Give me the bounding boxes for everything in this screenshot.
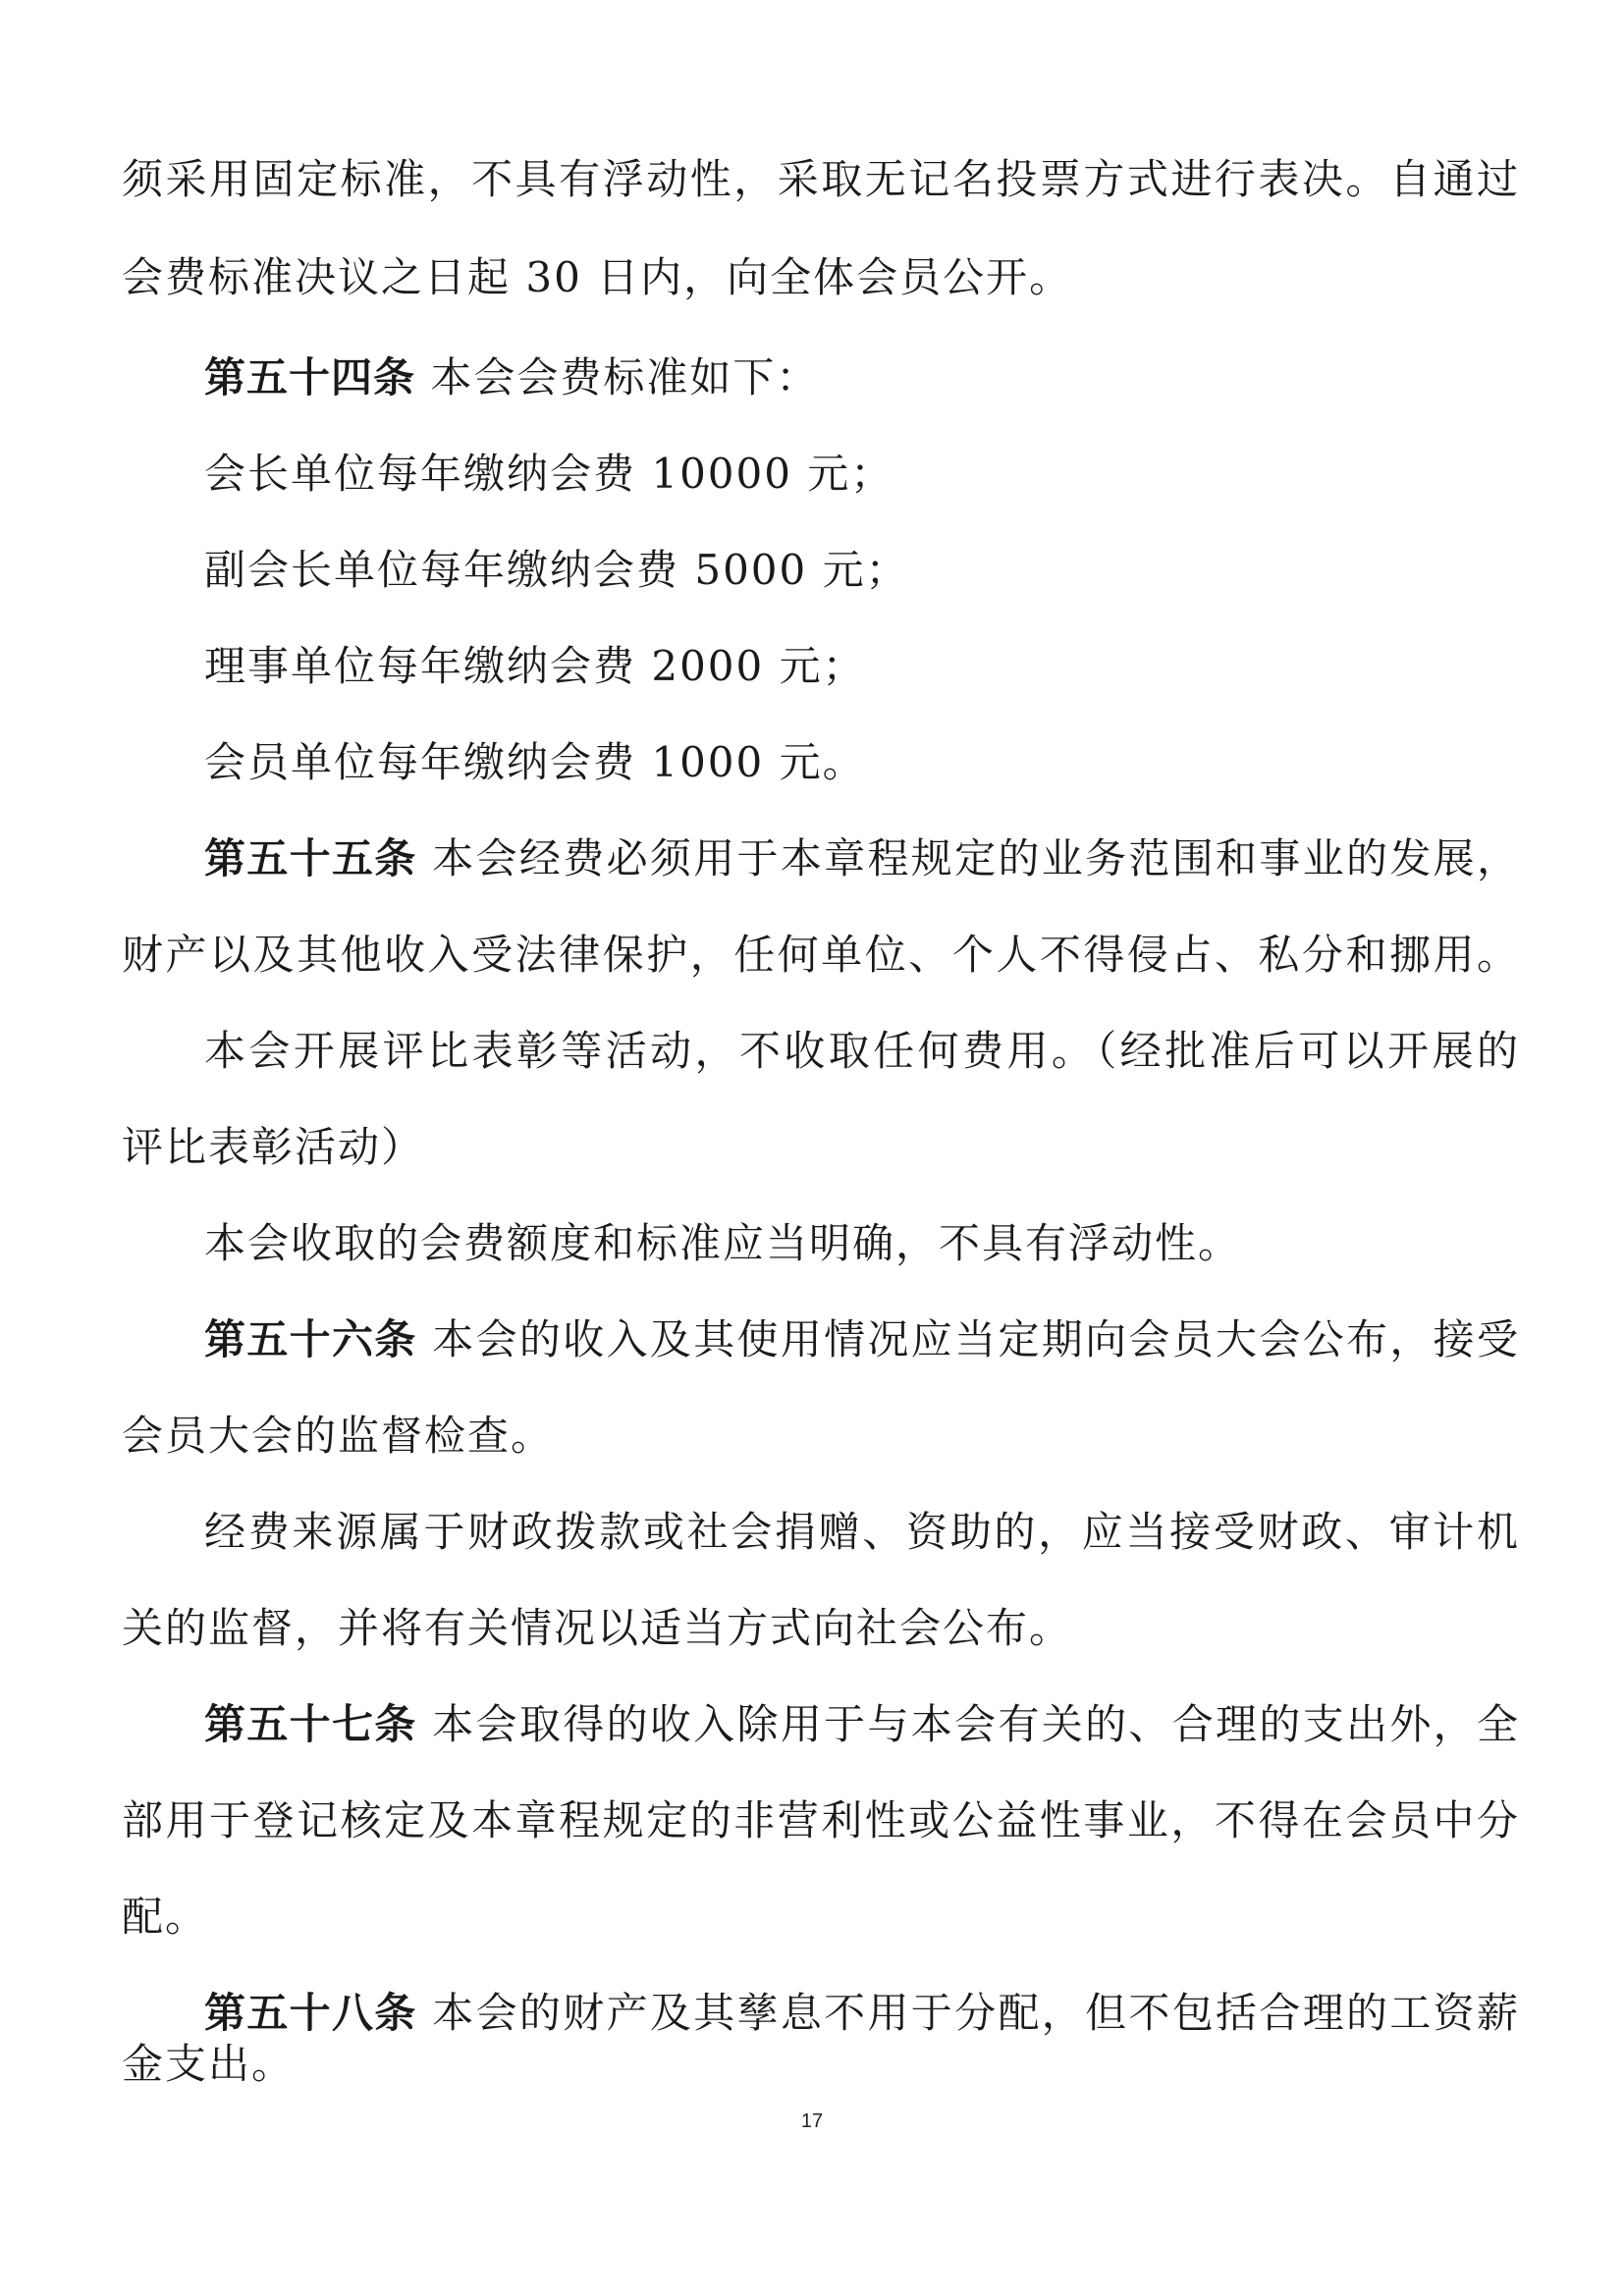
paragraph-line: 财产以及其他收入受法律保护，任何单位、个人不得侵占、私分和挪用。	[122, 931, 1520, 979]
article-text: 本会经费必须用于本章程规定的业务范围和事业的发展，	[416, 834, 1520, 882]
article-58-line	[204, 1986, 1520, 2041]
paragraph-line: 配。	[122, 1893, 209, 1941]
page-number: 17	[800, 2110, 824, 2132]
article-heading: 第五十七条	[204, 1700, 417, 1748]
paragraph-line: 部用于登记核定及本章程规定的非营利性或公益性事业，不得在会员中分	[122, 1796, 1520, 1844]
paragraph-line: 本会收取的会费额度和标准应当明确，不具有浮动性。	[204, 1219, 1242, 1267]
paragraph-line: 经费来源属于财政拨款或社会捐赠、资助的，应当接受财政、审计机	[204, 1508, 1520, 1556]
article-heading: 第五十六条	[204, 1315, 417, 1363]
fee-item: 会长单位每年缴纳会费 10000 元；	[204, 450, 894, 498]
paragraph-line: 关的监督，并将有关情况以适当方式向社会公布。	[122, 1604, 1073, 1652]
article-text: 本会的财产及其孳息不用于分配，但不包括合理的工资薪	[416, 1989, 1520, 2037]
fee-item: 副会长单位每年缴纳会费 5000 元；	[204, 546, 909, 594]
paragraph-line: 须采用固定标准，不具有浮动性，采取无记名投票方式进行表决。自通过	[122, 155, 1520, 203]
article-56-line	[204, 1312, 1520, 1367]
article-57-line	[204, 1697, 1520, 1752]
article-54-line	[204, 350, 819, 405]
article-text: 本会的收入及其使用情况应当定期向会员大会公布，接受	[416, 1315, 1520, 1363]
article-heading: 第五十五条	[204, 834, 417, 882]
fee-item: 理事单位每年缴纳会费 2000 元；	[204, 642, 866, 690]
article-55-line	[204, 831, 1520, 886]
paragraph-line: 评比表彰活动）	[122, 1123, 425, 1171]
article-text: 本会会费标准如下：	[415, 353, 820, 401]
article-heading: 第五十八条	[204, 1989, 417, 2037]
paragraph-line: 金支出。	[122, 2040, 296, 2088]
article-text: 本会取得的收入除用于与本会有关的、合理的支出外，全	[416, 1700, 1520, 1748]
paragraph-line: 会费标准决议之日起 30 日内，向全体会员公开。	[122, 253, 1073, 301]
fee-item: 会员单位每年缴纳会费 1000 元。	[204, 738, 866, 786]
paragraph-line: 本会开展评比表彰等活动，不收取任何费用。（经批准后可以开展的	[204, 1027, 1520, 1075]
paragraph-line: 会员大会的监督检查。	[122, 1412, 555, 1460]
article-heading: 第五十四条	[204, 353, 416, 401]
